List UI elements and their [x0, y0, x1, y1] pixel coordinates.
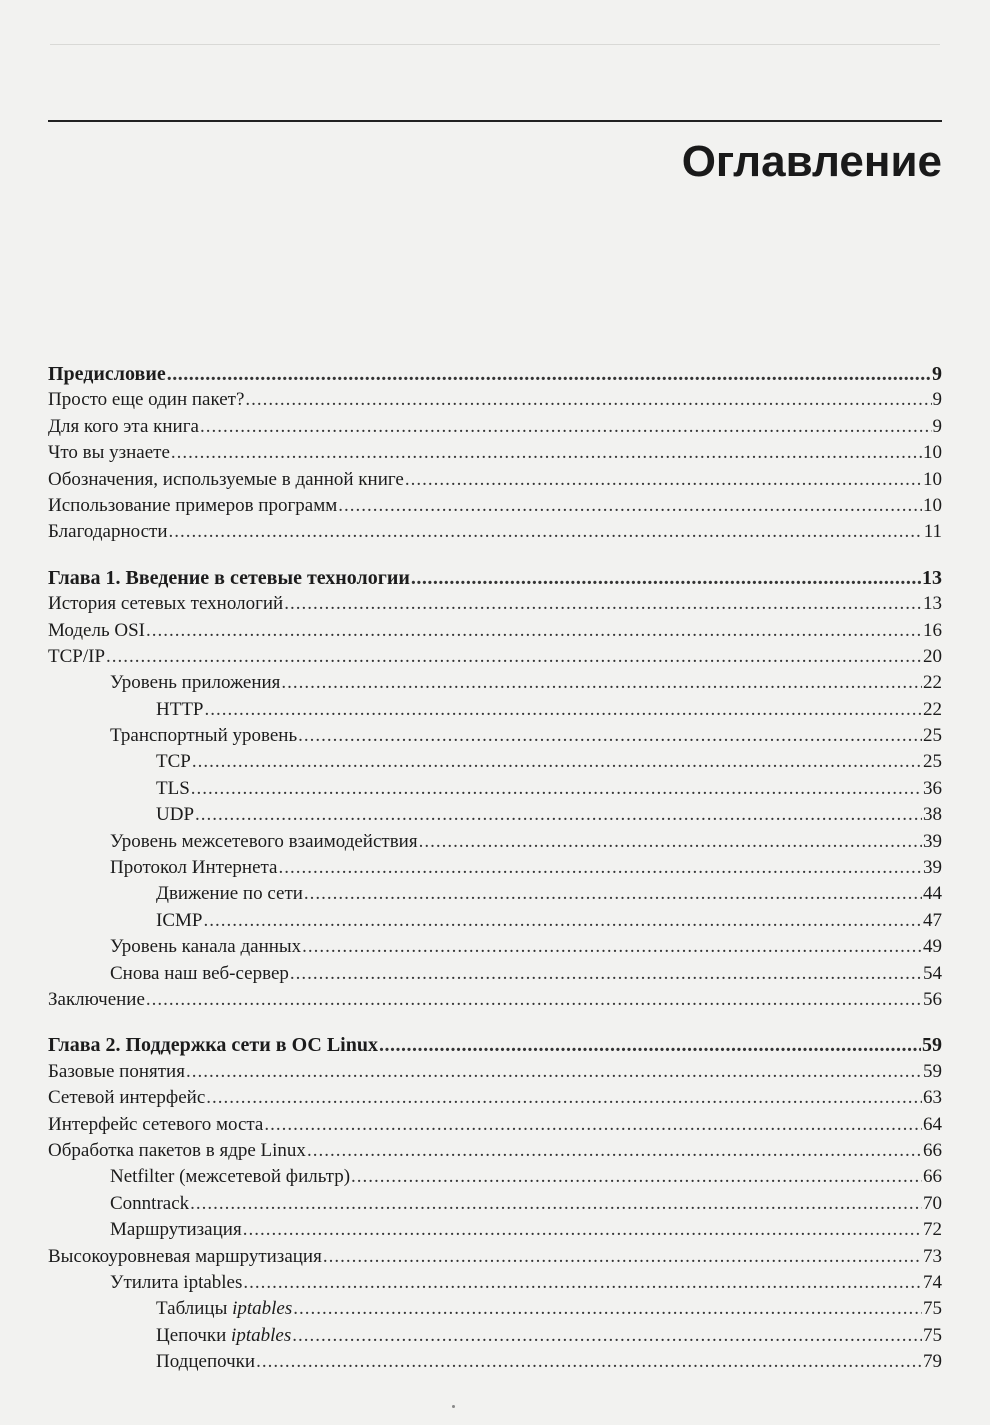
- toc-entry[interactable]: [48, 908, 942, 934]
- dot-leader: [298, 723, 922, 749]
- dot-leader: [169, 519, 923, 545]
- dot-leader: [192, 749, 922, 775]
- page-number: 72: [923, 1219, 942, 1241]
- toc-entry[interactable]: [48, 440, 942, 466]
- toc-entry[interactable]: [48, 987, 942, 1013]
- toc-entry[interactable]: [48, 644, 942, 670]
- toc-entry[interactable]: [48, 1059, 942, 1085]
- dot-leader: [195, 802, 922, 828]
- toc-entry[interactable]: [48, 1349, 942, 1375]
- toc-entry-title: Интерфейс сетевого моста: [48, 1113, 264, 1135]
- toc-entry-title: Обозначения, используемые в данной книге: [48, 468, 404, 490]
- toc-entry-title: Предисловие: [48, 363, 166, 385]
- toc-entry-title: TCP: [156, 751, 191, 773]
- dot-leader: [281, 670, 922, 696]
- toc-entry[interactable]: [48, 829, 942, 855]
- dot-leader: [278, 855, 922, 881]
- toc-entry-title: Движение по сети: [156, 883, 303, 905]
- toc-entry-title: Глава 1. Введение в сетевые технологии: [48, 566, 410, 589]
- dot-leader: [256, 1349, 922, 1375]
- page-number: 36: [923, 777, 942, 799]
- page-number: 63: [923, 1087, 942, 1109]
- page-number: 13: [923, 593, 942, 615]
- dot-leader: [106, 644, 922, 670]
- dot-leader: [411, 565, 921, 591]
- toc-entry[interactable]: [48, 519, 942, 545]
- toc-entry-title: Для кого эта книга: [48, 415, 199, 437]
- toc-entry[interactable]: [48, 802, 942, 828]
- toc-entry-title: Уровень межсетевого взаимодействия: [110, 830, 418, 852]
- toc-entry-title: История сетевых технологий: [48, 593, 284, 615]
- toc-entry-title: Что вы узнаете: [48, 442, 170, 464]
- page-number: 9: [932, 415, 942, 437]
- dot-leader: [191, 776, 922, 802]
- toc-entry-title: Уровень приложения: [110, 672, 281, 694]
- toc-entry-title: TLS: [156, 777, 190, 799]
- page-number: 9: [932, 389, 942, 411]
- toc-entry-title: Базовые понятия: [48, 1060, 185, 1082]
- dot-leader: [190, 1191, 922, 1217]
- toc-entry[interactable]: [48, 467, 942, 493]
- dot-leader: [379, 1032, 921, 1058]
- page-number: 75: [923, 1324, 942, 1346]
- dot-leader: [243, 1217, 922, 1243]
- dot-leader: [205, 697, 923, 723]
- toc-entry[interactable]: [48, 1270, 942, 1296]
- page-number: 39: [923, 830, 942, 852]
- dot-leader: [243, 1270, 922, 1296]
- toc-entry[interactable]: [48, 618, 942, 644]
- toc-entry-title: Сетевой интерфейс: [48, 1087, 206, 1109]
- page-number: 64: [923, 1113, 942, 1135]
- page-title: Оглавление: [681, 137, 942, 186]
- toc-entry[interactable]: [48, 881, 942, 907]
- toc-entry-title: Модель OSI: [48, 619, 145, 641]
- page-number: 20: [923, 645, 942, 667]
- toc-entry[interactable]: [48, 697, 942, 723]
- toc-chapter[interactable]: [48, 565, 942, 591]
- dot-leader: [293, 1296, 922, 1322]
- toc-entry-title: Цепочки iptables: [156, 1324, 292, 1346]
- toc-entry-title: Высокоуровневая маршрутизация: [48, 1245, 322, 1267]
- toc-entry[interactable]: [48, 723, 942, 749]
- toc-chapter[interactable]: [48, 361, 942, 387]
- toc-gap: [48, 1013, 942, 1032]
- dot-leader: [167, 361, 931, 387]
- toc-entry[interactable]: [48, 591, 942, 617]
- page-number: 70: [923, 1192, 942, 1214]
- page-number: 49: [923, 936, 942, 958]
- page-number: 25: [923, 751, 942, 773]
- bleed-through-header: [50, 22, 940, 45]
- toc-entry-title: Просто еще один пакет?: [48, 389, 245, 411]
- table-of-contents: [48, 361, 942, 1375]
- page-number: 38: [923, 804, 942, 826]
- toc-entry-title: Глава 2. Поддержка сети в ОС Linux: [48, 1034, 378, 1057]
- dot-leader: [200, 414, 932, 440]
- page-number: 10: [923, 494, 942, 516]
- page-number: 47: [923, 909, 942, 931]
- page-number: 9: [932, 363, 942, 385]
- toc-entry[interactable]: [48, 1191, 942, 1217]
- toc-entry-title: ICMP: [156, 909, 203, 931]
- page-number: 25: [923, 725, 942, 747]
- toc-entry-title: TCP/IP: [48, 645, 106, 667]
- toc-entry[interactable]: [48, 934, 942, 960]
- dot-leader: [186, 1059, 922, 1085]
- toc-entry-title: Заключение: [48, 988, 145, 1010]
- dot-leader: [304, 881, 922, 907]
- toc-entry-title: UDP: [156, 804, 195, 826]
- page-number: 66: [923, 1166, 942, 1188]
- page-number: 22: [923, 672, 942, 694]
- page-number: 10: [923, 442, 942, 464]
- toc-chapter[interactable]: [48, 1032, 942, 1058]
- dot-leader: [203, 908, 922, 934]
- page-number: 22: [923, 698, 942, 720]
- toc-entry[interactable]: [48, 961, 942, 987]
- toc-entry-title: Благодарности: [48, 521, 168, 543]
- dot-leader: [292, 1323, 922, 1349]
- toc-entry[interactable]: [48, 670, 942, 696]
- toc-entry[interactable]: [48, 1112, 942, 1138]
- toc-entry[interactable]: [48, 749, 942, 775]
- dot-leader: [302, 934, 922, 960]
- dot-leader: [171, 440, 922, 466]
- toc-entry-title: Утилита iptables: [110, 1271, 243, 1293]
- dot-leader: [264, 1112, 922, 1138]
- toc-entry-title: Протокол Интернета: [110, 857, 278, 879]
- page-number: 74: [923, 1271, 942, 1293]
- toc-entry-title: Использование примеров программ: [48, 494, 338, 516]
- toc-entry[interactable]: [48, 493, 942, 519]
- toc-gap: [48, 546, 942, 565]
- page-number: 79: [923, 1351, 942, 1373]
- paper-speck: [452, 1405, 455, 1408]
- page-number: 73: [923, 1245, 942, 1267]
- dot-leader: [405, 467, 922, 493]
- dot-leader: [206, 1085, 922, 1111]
- toc-entry-title: Маршрутизация: [110, 1219, 242, 1241]
- page-number: 16: [923, 619, 942, 641]
- dot-leader: [419, 829, 922, 855]
- toc-entry-title: Таблицы iptables: [156, 1298, 293, 1320]
- toc-entry-title: Conntrack: [110, 1192, 190, 1214]
- page-number: 59: [922, 1034, 942, 1057]
- dot-leader: [146, 987, 922, 1013]
- dot-leader: [146, 618, 922, 644]
- dot-leader: [290, 961, 922, 987]
- toc-entry-title: Транспортный уровень: [110, 725, 298, 747]
- toc-entry[interactable]: [48, 1217, 942, 1243]
- toc-entry-title: Обработка пакетов в ядре Linux: [48, 1139, 306, 1161]
- dot-leader: [351, 1164, 922, 1190]
- dot-leader: [245, 387, 931, 413]
- toc-entry[interactable]: [48, 1244, 942, 1270]
- page-number: 75: [923, 1298, 942, 1320]
- toc-entry[interactable]: [48, 1296, 942, 1322]
- page-number: 13: [922, 566, 942, 589]
- page-number: 10: [923, 468, 942, 490]
- toc-entry-title: Снова наш веб-сервер: [110, 962, 289, 984]
- dot-leader: [323, 1244, 922, 1270]
- toc-entry-title: Netfilter (межсетевой фильтр): [110, 1166, 351, 1188]
- toc-entry[interactable]: [48, 1138, 942, 1164]
- toc-entry[interactable]: [48, 1323, 942, 1349]
- toc-entry[interactable]: [48, 387, 942, 413]
- page-number: 66: [923, 1139, 942, 1161]
- page-number: 56: [923, 988, 942, 1010]
- dot-leader: [307, 1138, 922, 1164]
- toc-entry-title: Уровень канала данных: [110, 936, 302, 958]
- page-number: 11: [923, 521, 942, 543]
- page-number: 59: [923, 1060, 942, 1082]
- page-number: 54: [923, 962, 942, 984]
- page-number: 39: [923, 857, 942, 879]
- toc-entry[interactable]: [48, 1085, 942, 1111]
- page-number: 44: [923, 883, 942, 905]
- toc-entry-title: Подцепочки: [156, 1351, 256, 1373]
- toc-entry-title: HTTP: [156, 698, 204, 720]
- toc-entry[interactable]: [48, 1164, 942, 1190]
- dot-leader: [338, 493, 922, 519]
- toc-entry[interactable]: [48, 855, 942, 881]
- toc-entry[interactable]: [48, 776, 942, 802]
- title-rule: [48, 120, 942, 122]
- toc-entry[interactable]: [48, 414, 942, 440]
- dot-leader: [284, 591, 922, 617]
